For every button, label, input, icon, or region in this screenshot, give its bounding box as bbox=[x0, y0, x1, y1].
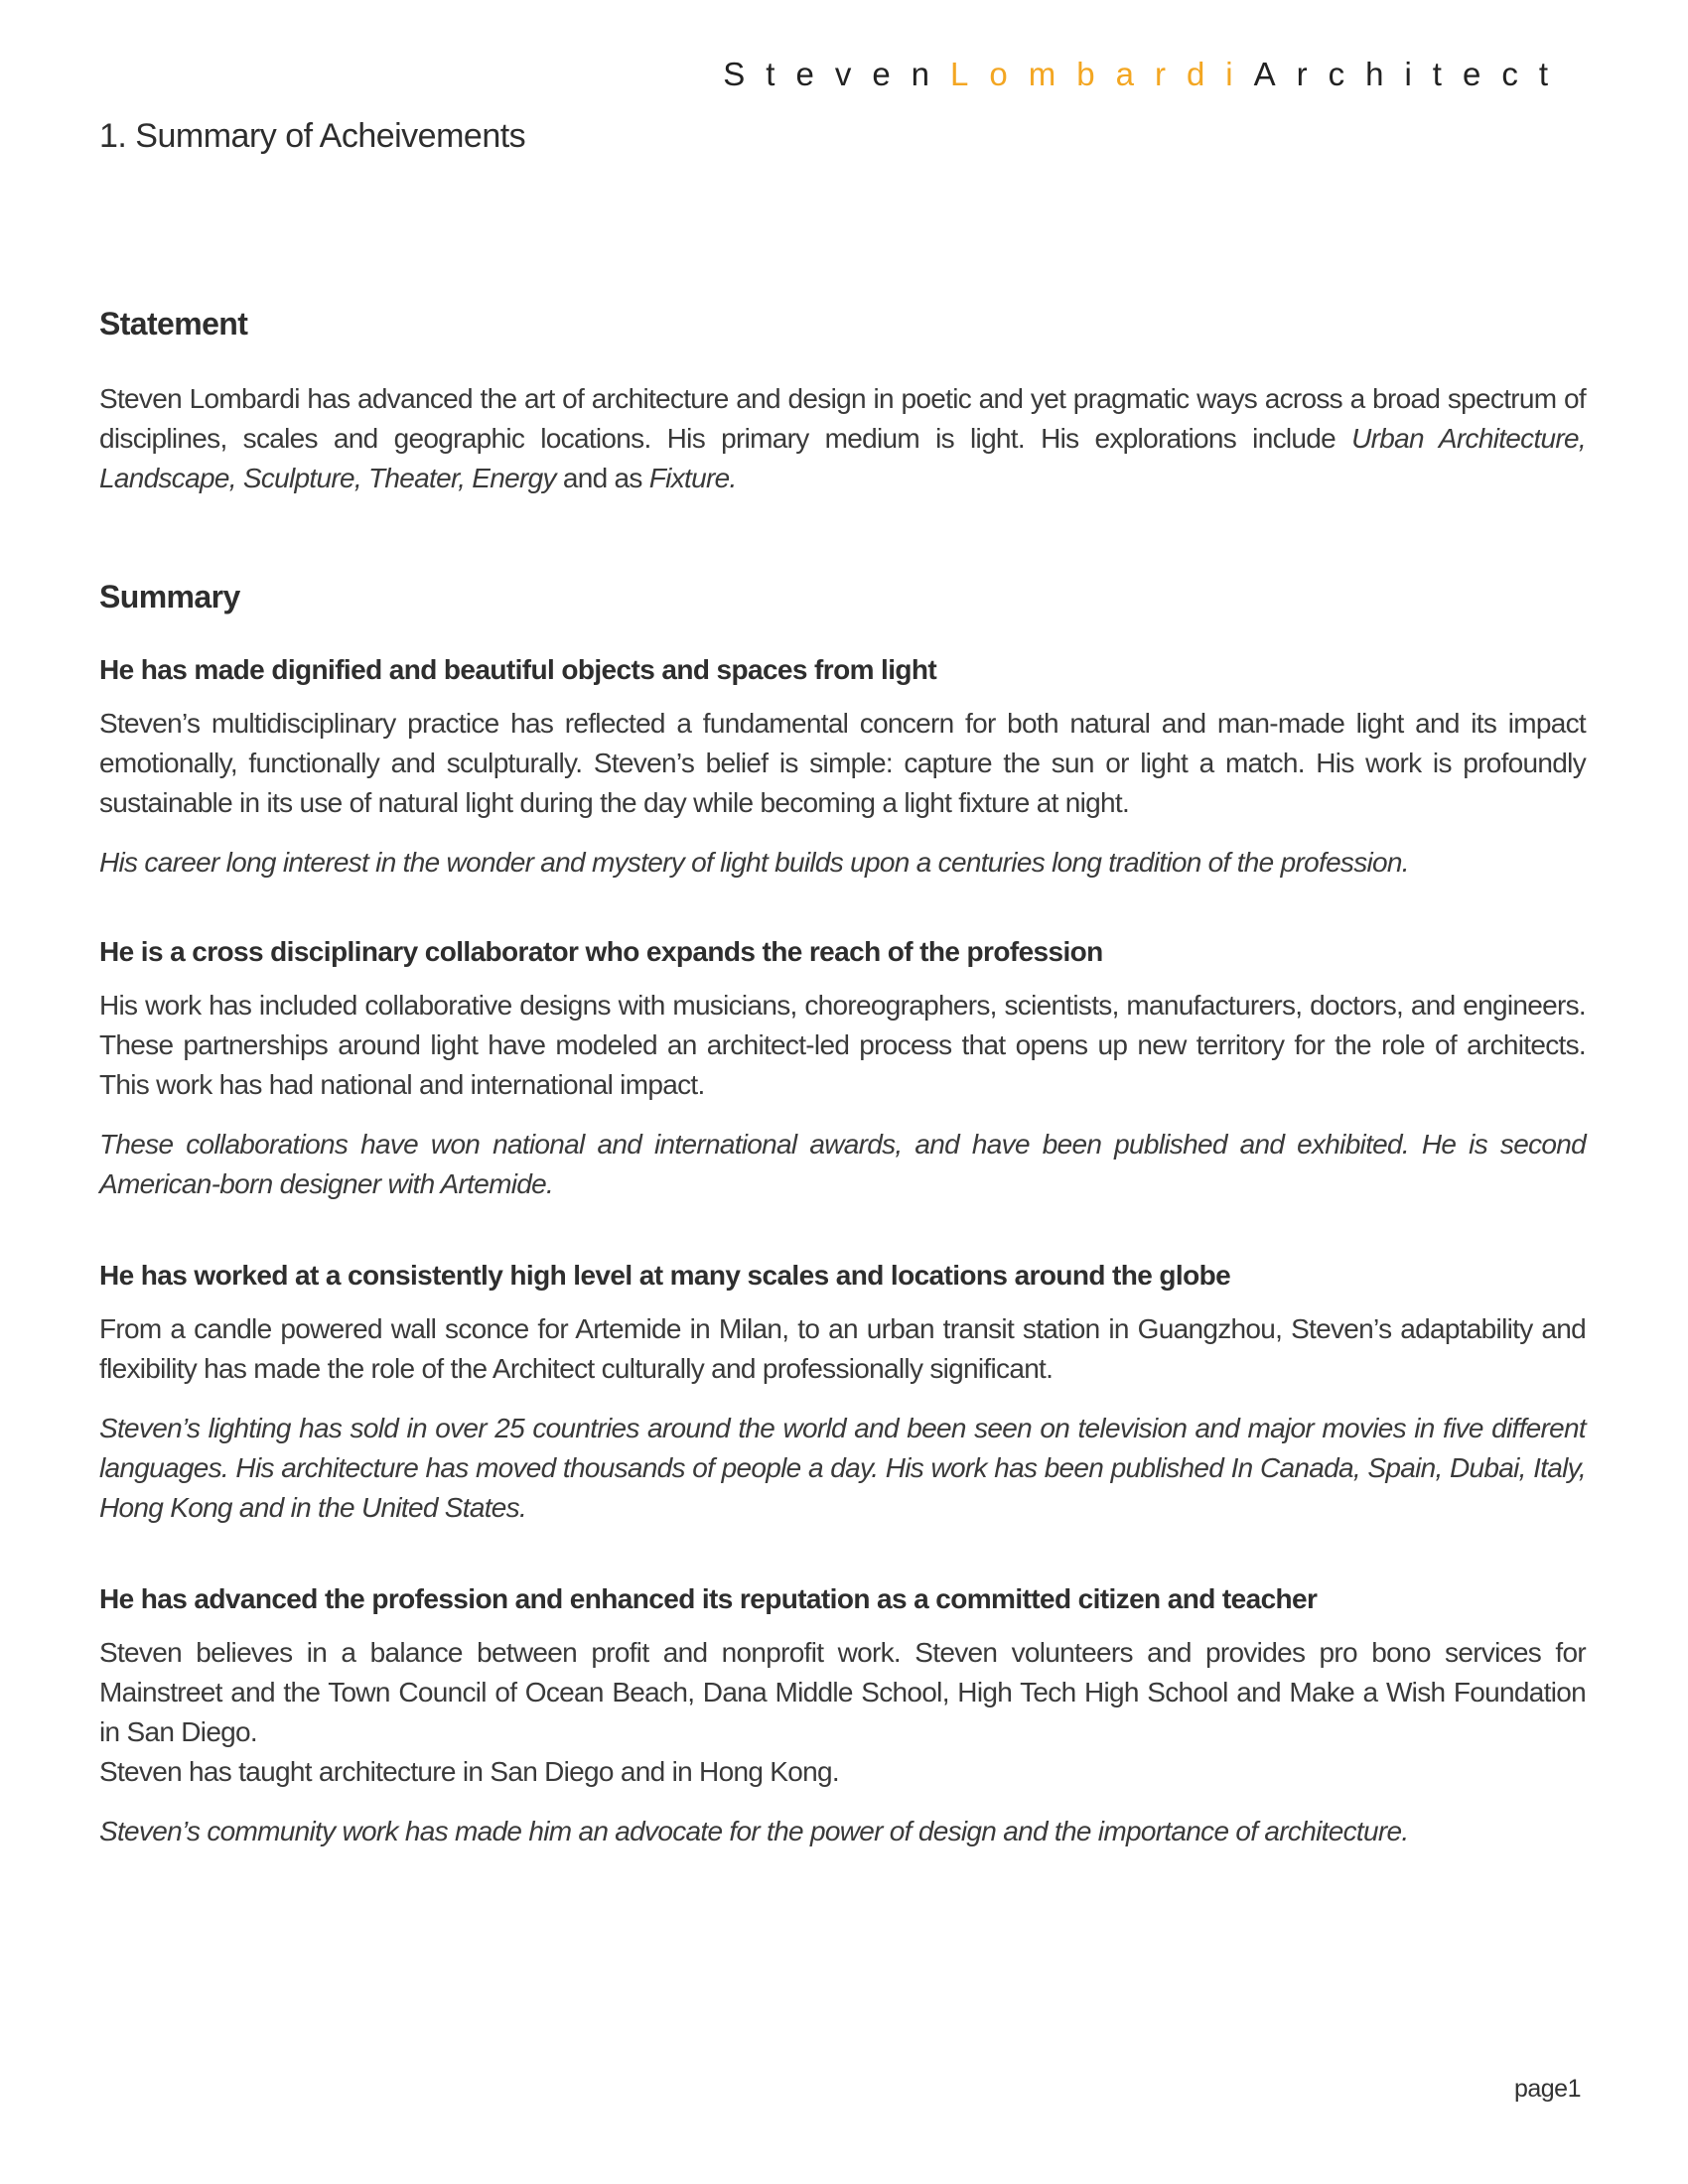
summary-subheading-4: He has advanced the profession and enhanced its reputation as a committed citizen and teacher bbox=[99, 1583, 1318, 1614]
statement-text-2: and as bbox=[555, 463, 649, 493]
summary-italic-1: His career long interest in the wonder and mystery of light builds upon a centuries long tradition of the profession. bbox=[99, 847, 1409, 878]
summary-subheading-2: He is a cross disciplinary collaborator who expands the reach of the profession bbox=[99, 936, 1103, 967]
summary-italic-4: Steven’s community work has made him an advocate for the power of design and the importance of architecture. bbox=[99, 1816, 1409, 1846]
summary-subheading-1: He has made dignified and beautiful objects and spaces from light bbox=[99, 654, 937, 685]
summary-body-4: Steven believes in a balance between profit and nonprofit work. Steven volunteers and provides pro bono services for Mainstreet and the Town Council of Ocean Beach, Dana Middle School, High Tech High School and Make a Wish Foundation in San Diego. bbox=[99, 1637, 1586, 1747]
summary-body-4b: Steven has taught architecture in San Diego and in Hong Kong. bbox=[99, 1756, 839, 1787]
document-body bbox=[99, 117, 1586, 1851]
summary-heading: Summary bbox=[99, 579, 240, 614]
summary-body-1: Steven’s multidisciplinary practice has reflected a fundamental concern for both natural and man-made light and its impact emotionally, functionally and sculpturally. Steven’s belief is simple: capture the sun or light a match. His work is profoundly sustainable in its use of natural light during the day while becoming a light fixture at night. bbox=[99, 708, 1586, 818]
statement-heading: Statement bbox=[99, 306, 248, 341]
summary-body-2: His work has included collaborative designs with musicians, choreographers, scientists, manufacturers, doctors, and engineers. These partnerships around light have modeled an architect-led process that opens up new territory for the role of architects. This work has had national and international impact. bbox=[99, 990, 1586, 1100]
statement-paragraph bbox=[99, 379, 1586, 498]
statement-italic-2: Fixture. bbox=[648, 463, 737, 493]
page-number: page1 bbox=[1513, 2075, 1581, 2103]
summary-body-3: From a candle powered wall sconce for Artemide in Milan, to an urban transit station in Guangzhou, Steven’s adaptability and flexibility has made the role of the Architect culturally and professionally significant. bbox=[99, 1313, 1586, 1384]
letterhead-profession: Architect bbox=[1253, 56, 1569, 92]
statement-text-1: Steven Lombardi has advanced the art of architecture and design in poetic and yet pragmatic ways across a broad spectrum of disciplines, scales and geographic locations. His primary medium is light. His explorations include bbox=[99, 383, 1586, 454]
summary-italic-3: Steven’s lighting has sold in over 25 countries around the world and been seen on television and major movies in five different languages. His architecture has moved thousands of people a day. His work has been published In Canada, Spain, Dubai, Italy, Hong Kong and in the United States. bbox=[99, 1413, 1586, 1523]
letterhead-first-name: Steven bbox=[723, 56, 951, 92]
letterhead-last-name: Lombardi bbox=[950, 56, 1254, 92]
letterhead bbox=[723, 56, 1569, 93]
statement-italic-1: Urban Architecture, Landscape, Sculpture, Theater, Energy bbox=[99, 423, 1587, 493]
summary-subheading-3: He has worked at a consistently high level at many scales and locations around the globe bbox=[99, 1260, 1231, 1291]
page-title: 1. Summary of Acheivements bbox=[99, 117, 526, 155]
summary-italic-2: These collaborations have won national and international awards, and have been published and exhibited. He is second American-born designer with Artemide. bbox=[99, 1129, 1586, 1199]
